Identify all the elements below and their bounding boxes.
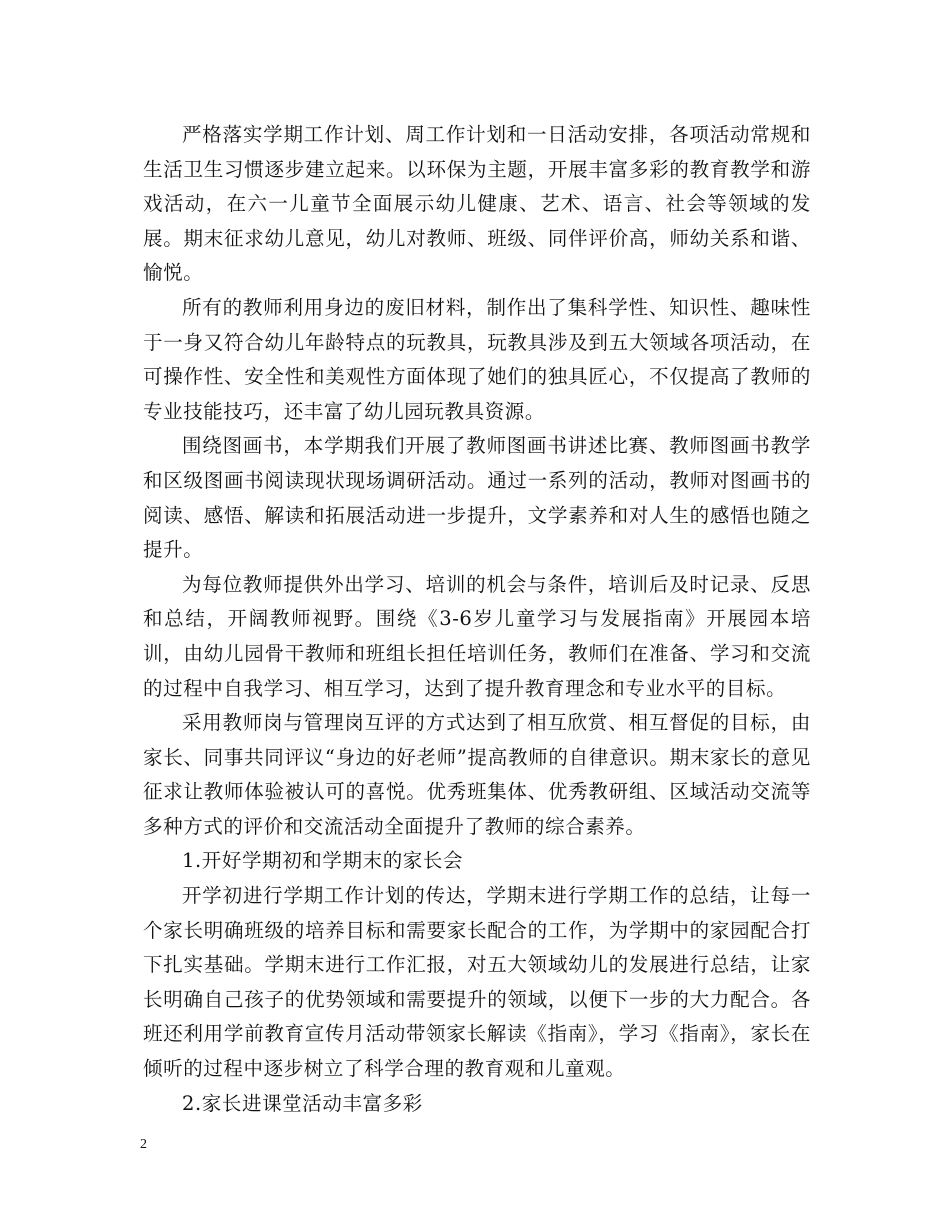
section-heading-parents-in-class: 2.家长进课堂活动丰富多彩 bbox=[182, 1091, 423, 1115]
section-heading-parent-meetings: 1.开好学期初和学期末的家长会 bbox=[182, 849, 464, 873]
paragraph-mutual-evaluation: 采用教师岗与管理岗互评的方式达到了相互欣赏、相互督促的目标，由家长、同事共同评议“身边的好老师”提高教师的自律意识。期末家长的意见征求让教师体验被认可的喜悦。优秀班集体、优秀教研组、区域活动交流等多种方式的评价和交流活动全面提升了教师的综合素养。 bbox=[143, 711, 811, 838]
document-body bbox=[143, 118, 811, 1121]
paragraph-picture-books: 围绕图画书，本学期我们开展了教师图画书讲述比赛、教师图画书教学和区级图画书阅读现状现场调研活动。通过一系列的活动，教师对图画书的阅读、感悟、解读和拓展活动进一步提升，文学素养和对人生的感悟也随之提升。 bbox=[143, 434, 811, 562]
paragraph-teaching-aids: 所有的教师利用身边的废旧材料，制作出了集科学性、知识性、趣味性于一身又符合幼儿年龄特点的玩教具，玩教具涉及到五大领域各项活动，在可操作性、安全性和美观性方面体现了她们的独具匠心，不仅提高了教师的专业技能技巧，还丰富了幼儿园玩教具资源。 bbox=[143, 295, 811, 423]
paragraph-teacher-training: 为每位教师提供外出学习、培训的机会与条件，培训后及时记录、反思和总结，开阔教师视野。围绕《3-6岁儿童学习与发展指南》开展园本培训，由幼儿园骨干教师和班组长担任培训任务，教师们在准备、学习和交流的过程中自我学习、相互学习，达到了提升教育理念和专业水平的目标。 bbox=[143, 572, 811, 700]
paragraph-daily-routine: 严格落实学期工作计划、周工作计划和一日活动安排，各项活动常规和生活卫生习惯逐步建立起来。以环保为主题，开展丰富多彩的教育教学和游戏活动，在六一儿童节全面展示幼儿健康、艺术、语言、社会等领域的发展。期末征求幼儿意见，幼儿对教师、班级、同伴评价高，师幼关系和谐、愉悦。 bbox=[143, 123, 811, 285]
paragraph-parent-meetings: 开学初进行学期工作计划的传达，学期末进行学期工作的总结，让每一个家长明确班级的培养目标和需要家长配合的工作，为学期中的家园配合打下扎实基础。学期末进行工作汇报，对五大领域幼儿的发展进行总结，让家长明确自己孩子的优势领域和需要提升的领域，以便下一步的大力配合。各班还利用学前教育宣传月活动带领家长解读《指南》，学习《指南》，家长在倾听的过程中逐步树立了科学合理的教育观和儿童观。 bbox=[143, 884, 811, 1081]
page-number: 2 bbox=[140, 1137, 147, 1152]
